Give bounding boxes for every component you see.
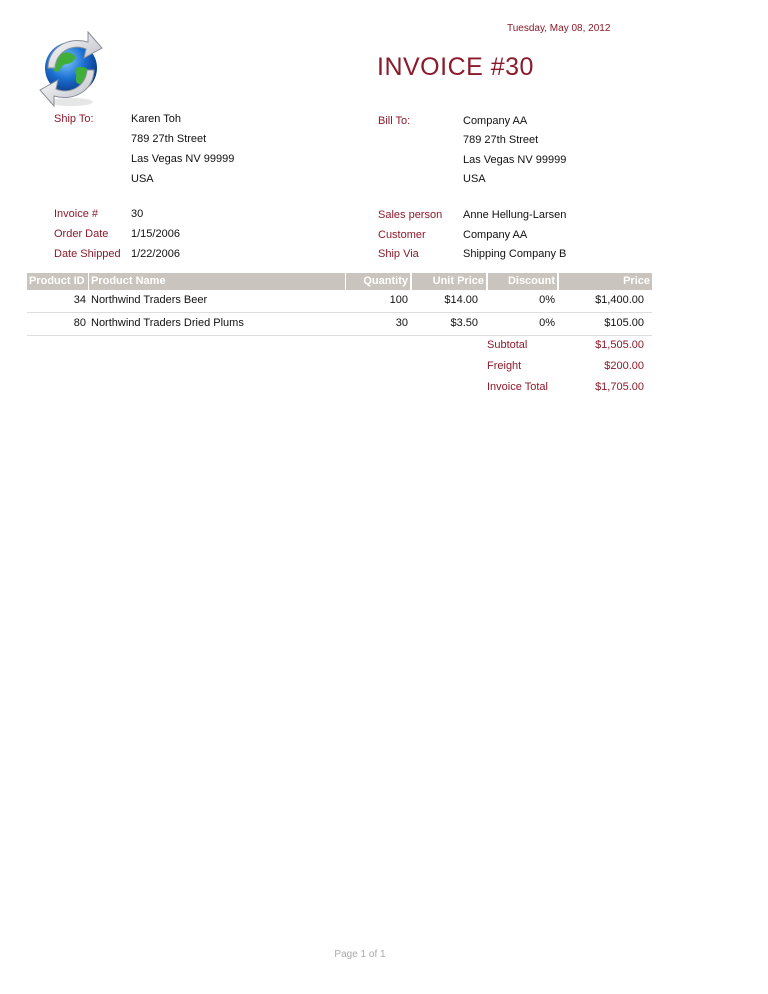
order-date-label: Order Date (54, 228, 109, 240)
cell-discount: 0% (539, 294, 555, 306)
invoice-total-label: Invoice Total (487, 381, 548, 393)
bill-to-street: 789 27th Street (463, 134, 539, 146)
subtotal-row (487, 339, 644, 360)
column-header-product-name: Product Name (89, 273, 345, 290)
column-header-unit-price: Unit Price (412, 273, 486, 290)
sales-person-label: Sales person (378, 209, 443, 221)
ship-to-city: Las Vegas NV 99999 (131, 153, 235, 165)
cell-product-name: Northwind Traders Dried Plums (91, 317, 244, 329)
column-header-quantity: Quantity (346, 273, 410, 290)
cell-unit-price: $14.00 (444, 294, 478, 306)
sales-person-value: Anne Hellung-Larsen (463, 209, 567, 221)
line-items-table (27, 273, 652, 336)
cell-price: $105.00 (604, 317, 644, 329)
cell-quantity: 30 (395, 317, 408, 329)
cell-quantity: 100 (389, 294, 408, 306)
freight-label: Freight (487, 360, 522, 372)
subtotal-label: Subtotal (487, 339, 528, 351)
bill-to-label: Bill To: (378, 115, 411, 127)
totals-block (487, 339, 644, 402)
invoice-total-row (487, 381, 644, 402)
ship-to-country: USA (131, 173, 154, 185)
invoice-number-label: Invoice # (54, 208, 99, 220)
bill-to-name: Company AA (463, 115, 528, 127)
date-shipped-label: Date Shipped (54, 248, 121, 260)
bill-to-city: Las Vegas NV 99999 (463, 154, 567, 166)
cell-unit-price: $3.50 (450, 317, 478, 329)
cell-product-id: 80 (73, 317, 86, 329)
bill-to-country: USA (463, 173, 486, 185)
ship-to-label: Ship To: (54, 113, 94, 125)
subtotal-value: $1,505.00 (595, 339, 644, 351)
column-header-price: Price (559, 273, 652, 290)
column-header-product-id: Product ID (27, 273, 88, 290)
table-row (27, 290, 652, 313)
table-header (27, 273, 652, 290)
table-row (27, 313, 652, 336)
date-shipped-value: 1/22/2006 (131, 248, 180, 260)
globe-refresh-icon (38, 28, 104, 110)
order-date-value: 1/15/2006 (131, 228, 180, 240)
customer-value: Company AA (463, 229, 528, 241)
column-header-discount: Discount (488, 273, 557, 290)
ship-via-label: Ship Via (378, 248, 419, 260)
ship-to-street: 789 27th Street (131, 133, 207, 145)
invoice-number-value: 30 (131, 208, 144, 220)
cell-product-name: Northwind Traders Beer (91, 294, 208, 306)
report-date: Tuesday, May 08, 2012 (507, 23, 611, 34)
invoice-total-value: $1,705.00 (595, 381, 644, 393)
freight-value: $200.00 (604, 360, 644, 372)
cell-price: $1,400.00 (595, 294, 644, 306)
invoice-title: INVOICE #30 (377, 53, 534, 81)
ship-to-name: Karen Toh (131, 113, 181, 125)
customer-label: Customer (378, 229, 426, 241)
cell-product-id: 34 (73, 294, 86, 306)
cell-discount: 0% (539, 317, 555, 329)
freight-row (487, 360, 644, 381)
page-number: Page 1 of 1 (334, 949, 386, 960)
ship-via-value: Shipping Company B (463, 248, 567, 260)
